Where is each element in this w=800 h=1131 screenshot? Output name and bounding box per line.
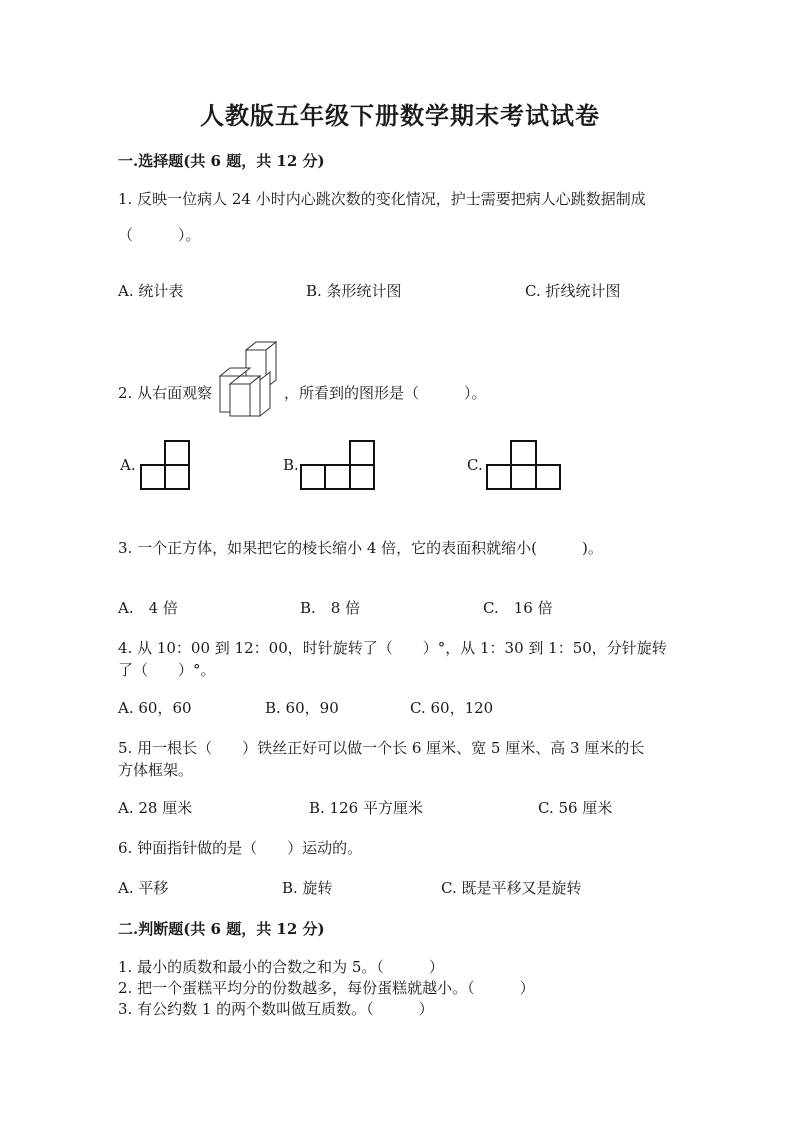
tf-item-3: 3. 有公约数 1 的两个数叫做互质数。（ ） (118, 1000, 434, 1018)
tf-item-1: 1. 最小的质数和最小的合数之和为 5。（ ） (118, 958, 444, 976)
q4-option-a[interactable]: A. 60，60 (118, 699, 192, 717)
section-heading-true-false: 二.判断题(共 6 题，共 12 分) (118, 920, 325, 938)
question-6: 6. 钟面指针做的是（ ）运动的。 (118, 839, 363, 857)
q3-option-c[interactable]: C. 16 倍 (483, 599, 553, 617)
q2-option-a[interactable]: A. (120, 456, 136, 474)
q1-option-b[interactable]: B. 条形统计图 (306, 282, 402, 300)
option-c-figure[interactable] (486, 440, 563, 492)
q6-option-c[interactable]: C. 既是平移又是旋转 (441, 879, 582, 897)
q5-option-b[interactable]: B. 126 平方厘米 (309, 799, 423, 817)
question-1-line2: （ ）。 (118, 226, 201, 244)
question-4-line2: 了（ ）°。 (118, 661, 216, 679)
q5-option-a[interactable]: A. 28 厘米 (118, 799, 193, 817)
question-3: 3. 一个正方体，如果把它的棱长缩小 4 倍，它的表面积就缩小( )。 (118, 539, 603, 557)
page-title: 人教版五年级下册数学期末考试试卷 (200, 101, 600, 130)
q2-option-b[interactable]: B. (283, 456, 299, 474)
tf-item-2: 2. 把一个蛋糕平均分的份数越多，每份蛋糕就越小。（ ） (118, 979, 535, 997)
question-2-suffix: ，所看到的图形是（ ）。 (284, 384, 487, 402)
q3-option-a[interactable]: A. 4 倍 (118, 599, 178, 617)
q6-option-b[interactable]: B. 旋转 (282, 879, 333, 897)
question-5-line1: 5. 用一根长（ ）铁丝正好可以做一个长 6 厘米、宽 5 厘米、高 3 厘米的长 (118, 739, 645, 757)
q5-option-c[interactable]: C. 56 厘米 (538, 799, 613, 817)
question-4-line1: 4. 从 10：00 到 12：00，时针旋转了（ ）°，从 1：30 到 1：50，分针旋转 (118, 639, 667, 657)
question-2-prefix: 2. 从右面观察 (118, 384, 213, 402)
q4-option-c[interactable]: C. 60，120 (410, 699, 494, 717)
q1-option-c[interactable]: C. 折线统计图 (525, 282, 621, 300)
section-heading-choice: 一.选择题(共 6 题，共 12 分) (118, 152, 325, 170)
q4-option-b[interactable]: B. 60，90 (265, 699, 339, 717)
q1-option-a[interactable]: A. 统计表 (118, 282, 184, 300)
q6-option-a[interactable]: A. 平移 (118, 879, 169, 897)
cube-stack-figure (218, 340, 280, 420)
q2-option-c[interactable]: C. (467, 456, 483, 474)
question-5-line2: 方体框架。 (118, 761, 194, 779)
q3-option-b[interactable]: B. 8 倍 (300, 599, 361, 617)
option-a-figure[interactable] (140, 440, 192, 492)
question-1-line1: 1. 反映一位病人 24 小时内心跳次数的变化情况，护士需要把病人心跳数据制成 (118, 190, 646, 208)
option-b-figure[interactable] (300, 440, 377, 492)
